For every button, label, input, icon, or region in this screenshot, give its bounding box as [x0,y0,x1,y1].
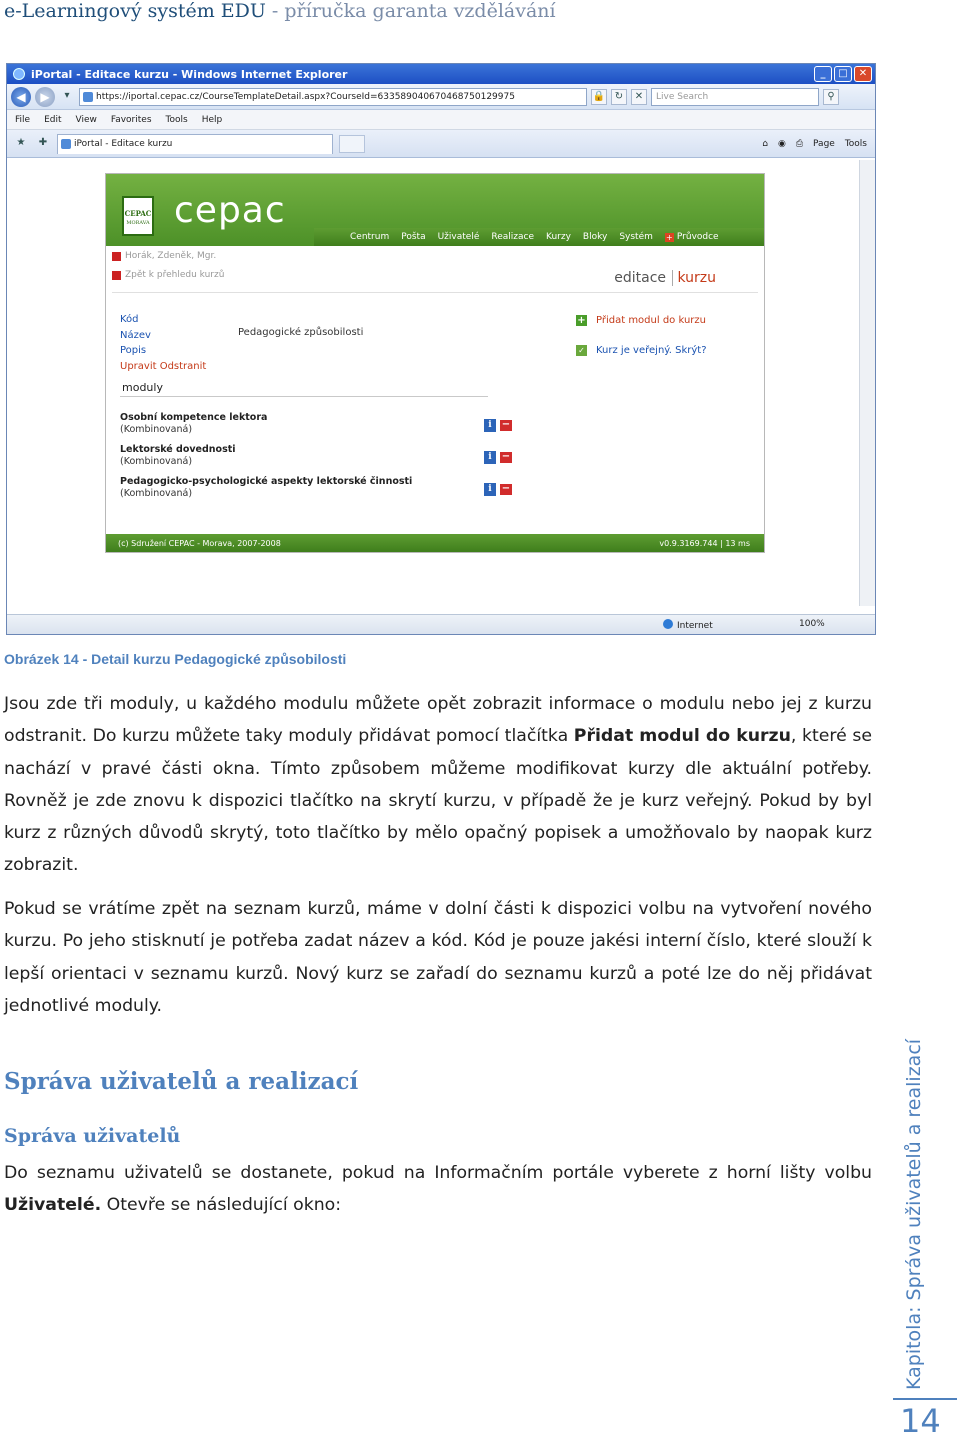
back-icon[interactable]: ◀ [11,87,31,107]
divider [112,292,758,293]
add-module-label: Přidat modul do kurzu [596,314,706,326]
module-type: (Kombinovaná) [120,424,193,435]
section-heading: Správa uživatelů a realizací [4,1068,359,1095]
footer-copyright: (c) Sdružení CEPAC - Morava, 2007-2008 [118,538,281,548]
modules-divider [120,396,488,397]
search-icon[interactable]: ⚲ [823,89,839,105]
modules-heading: moduly [122,381,163,394]
module-item [120,444,520,476]
menu-favorites[interactable]: Favorites [110,114,152,125]
logo-text: CEPAC [124,209,152,218]
menu-tools[interactable]: Tools [165,114,188,125]
command-bar [762,139,875,149]
menu-help[interactable]: Help [201,114,223,125]
hide-course-label: Kurz je veřejný. Skrýt? [596,344,707,356]
module-item [120,412,520,444]
info-icon[interactable]: i [484,419,496,432]
info-icon[interactable]: i [484,451,496,464]
help-plus-icon: + [666,233,673,242]
cepac-logo [122,196,154,236]
feeds-icon[interactable]: ◉ [777,138,786,149]
back-link-label: Zpět k přehledu kurzů [125,270,225,280]
add-icon: + [577,314,586,326]
chapter-name: Správa uživatelů a realizací [903,1038,925,1301]
zoom-level[interactable]: 100% [799,619,825,629]
search-placeholder: Live Search [656,91,709,102]
course-actions [576,312,707,372]
portal-nav [314,228,764,246]
chapter-side-label [903,1039,925,1390]
remove-icon[interactable]: − [501,419,511,430]
user-icon [112,252,121,261]
browser-menu-bar [7,110,875,130]
back-link[interactable] [112,270,224,280]
logo-subtext: MORAVA [126,220,150,226]
nav-uzivatele[interactable]: Uživatelé [437,232,480,242]
add-module-button[interactable] [576,312,707,328]
paragraph1-text-b: , které se nachází v pravé části okna. Tímto způsobem můžeme modifikovat kurzy dle aktuální potřeby. Rovněž je zde znovu k dispozici tlačítko na skrytí kurzu, v případě že je kurz veřejný. Pokud by byl kurz z různých důvodů skrytý, toto tlačítko by mělo opačný popisek a umožňovalo by naopak kurz zobrazit. [4,726,872,876]
remove-icon[interactable]: − [501,451,511,462]
close-icon[interactable]: ✕ [854,66,872,82]
header-subtitle: příručka garanta vzdělávání [284,0,556,22]
search-input[interactable] [651,88,819,106]
module-type: (Kombinovaná) [120,456,193,467]
label-kod: Kód [120,314,139,325]
browser-window-title: iPortal - Editace kurzu - Windows Internet Explorer [31,67,348,81]
menu-edit[interactable]: Edit [44,114,62,125]
stop-icon[interactable]: ✕ [631,89,647,105]
globe-icon [663,619,673,629]
document-header [4,0,556,24]
tools-menu[interactable]: Tools [844,138,867,149]
address-url: https://iportal.cepac.cz/CourseTemplateDetail.aspx?CourseId=633589040670468750129975 [96,91,515,102]
nav-posta[interactable]: Pošta [401,232,426,242]
nav-kurzy[interactable]: Kurzy [546,232,571,242]
paragraph1-text-a: Jsou zde tři moduly, u každého modulu můžete opět zobrazit informace o modulu nebo jej z kurzu odstranit. Do kurzu můžete taky moduly přidávat pomocí tlačítka [4,694,872,747]
address-input[interactable] [79,88,587,106]
forward-icon[interactable]: ▶ [35,87,55,107]
portal-footer [106,534,764,552]
modules-list [120,412,520,508]
hide-course-button[interactable] [576,342,707,358]
maximize-icon[interactable]: □ [834,66,852,82]
menu-view[interactable]: View [75,114,97,125]
info-icon[interactable]: i [484,483,496,496]
user-name: Horák, Zdeněk, Mgr. [125,251,217,261]
remove-icon[interactable]: − [501,483,511,494]
cepac-portal-page [105,173,765,553]
vertical-scrollbar[interactable] [859,160,875,606]
module-type: (Kombinovaná) [120,488,193,499]
nav-realizace[interactable]: Realizace [491,232,534,242]
page-number: 14 [900,1402,941,1440]
module-name: Osobní kompetence lektora [120,412,268,423]
nav-system[interactable]: Systém [619,232,653,242]
figure-caption: Obrázek 14 - Detail kurzu Pedagogické způsobilosti [4,651,347,667]
checkmark-icon: ✓ [576,345,587,356]
history-dropdown-icon[interactable]: ▾ [64,89,70,101]
nav-pruvodce-label: Průvodce [676,232,719,242]
label-popis: Popis [120,345,147,356]
tab-title: iPortal - Editace kurzu [74,138,173,149]
edit-title-entity: kurzu [672,270,716,286]
edit-delete-link[interactable]: Upravit Odstranit [120,360,207,372]
course-field-labels [120,312,206,374]
module-name: Pedagogicko-psychologické aspekty lektorské činnosti [120,476,413,487]
add-favorites-icon[interactable]: ✚ [38,136,48,148]
subsection-heading: Správa uživatelů [4,1125,181,1147]
paragraph3-bold: Uživatelé. [4,1195,102,1216]
header-separator: - [265,0,285,22]
portal-header [106,174,764,246]
ie-logo-icon [13,68,25,80]
nav-pruvodce[interactable] [665,232,719,242]
nav-centrum[interactable]: Centrum [350,232,390,242]
edit-page-title [614,270,716,286]
label-nazev: Název [120,329,151,341]
browser-viewport [7,160,875,606]
browser-screenshot [6,63,876,635]
paragraph-new-course: Pokud se vrátíme zpět na seznam kurzů, máme v dolní části k dispozici volbu na vytvoření nového kurzu. Po jeho stisknutí je potřeba zadat název a kód. Kód je pouze jakési interní číslo, které slouží k lepší orientaci v seznamu kurzů. Nový kurz se zařadí do seznamu kurzů a poté lze do něj přidávat jednotlivé moduly. [4,899,872,1016]
address-bar-row [7,84,875,110]
new-tab-button[interactable] [339,135,365,153]
back-arrow-icon [112,271,121,280]
paragraph3-text-b: Otevře se následující okno: [101,1195,342,1216]
header-system-name: e-Learningový systém EDU [4,0,266,22]
page-favicon-icon [83,92,93,102]
lock-icon[interactable]: 🔒 [591,89,607,105]
footer-version: v0.9.3169.744 | 13 ms [659,538,750,548]
paragraph1-bold: Přidat modul do kurzu [573,726,791,747]
paragraph3-text-a: Do seznamu uživatelů se dostanete, pokud na Informačním portále vyberete z horní lišty volbu [4,1163,872,1183]
course-name-value: Pedagogické způsobilosti [238,327,364,338]
home-icon[interactable]: ⌂ [762,138,768,149]
page-number-rule [893,1398,957,1400]
browser-tab-row [7,130,875,158]
paragraph-users [4,1157,872,1222]
favorites-star-icon[interactable]: ★ [16,136,26,148]
menu-file[interactable]: File [15,114,31,125]
portal-brand: cepac [174,190,286,231]
tab-favicon-icon [61,139,71,149]
module-name: Lektorské dovednosti [120,444,236,455]
browser-title-bar [7,64,875,84]
security-zone [663,619,713,631]
zone-label: Internet [677,621,713,631]
browser-tab[interactable] [57,134,333,154]
browser-status-bar [7,614,875,634]
module-item [120,476,520,508]
chapter-prefix: Kapitola: [903,1300,925,1390]
nav-bloky[interactable]: Bloky [582,232,608,242]
print-icon[interactable]: ⎙ [795,138,804,149]
refresh-icon[interactable]: ↻ [611,89,627,105]
minimize-icon[interactable]: _ [814,66,832,82]
logged-user [112,251,216,261]
page-menu[interactable]: Page [813,138,835,149]
paragraph-modules [4,688,872,882]
edit-title-prefix: editace [614,270,667,286]
